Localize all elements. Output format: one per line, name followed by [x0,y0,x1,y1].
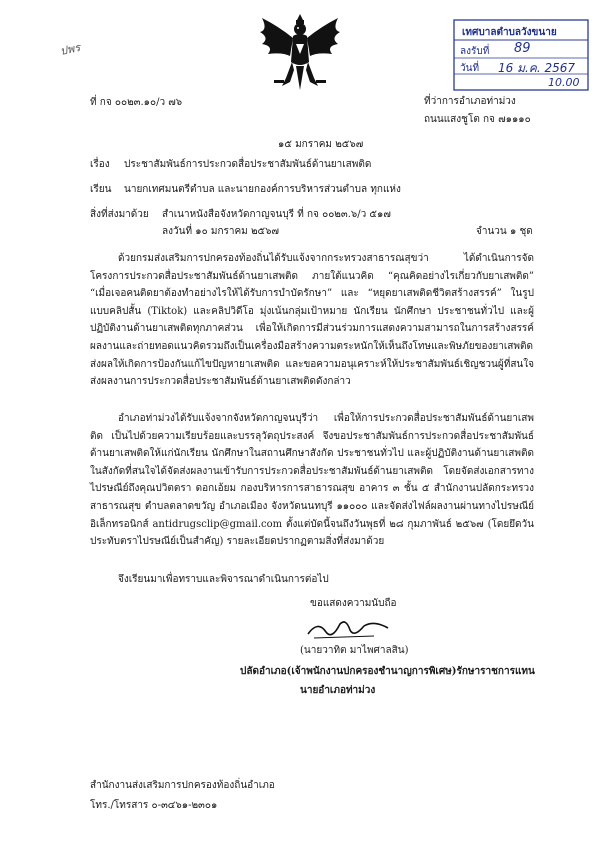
stamp-date-value: 16 ม.ค. 2567 [498,61,576,75]
office-address-line1: ที่ว่าการอำเภอท่าม่วง [424,96,516,107]
received-stamp [452,18,590,92]
closing-regards: ขอแสดงความนับถือ [310,598,397,609]
signer-title-2: นายอำเภอท่าม่วง [300,685,376,696]
enclosure-text: สำเนาหนังสือจังหวัดกาญจนบุรี ที่ กจ ๐๐๒๓.๖/ว ๕๑๗ [162,209,391,220]
stamp-org: เทศบาลตำบลวังขนาย [462,27,557,38]
stamp-no-label: ลงรับที่ [460,46,490,57]
footer-phone: โทร./โทรสาร ๐-๓๔๖๑-๒๓๐๑ [90,800,218,811]
signer-title-1: ปลัดอำเภอ(เจ้าพนักงานปกครองชำนาญการพิเศษ)รักษาราชการแทน [240,666,535,677]
enclosure-label: สิ่งที่ส่งมาด้วย [90,209,149,220]
enclosure-quantity: จำนวน ๑ ชุด [476,226,533,237]
letter-date: ๑๕ มกราคม ๒๕๖๗ [278,139,364,150]
garuda-emblem-icon [252,10,348,92]
doc-number: ที่ กจ ๐๐๒๓.๑๐/ว ๗๖ [90,97,183,108]
body-paragraph-2: อำเภอท่าม่วงได้รับแจ้งจากจังหวัดกาญจนบุรีว่า เพื่อให้การประกวดสื่อประชาสัมพันธ์ด้านยาเสพติด เป็นไปด้วยความเรียบร้อยและบรรลุวัตถุประสงค์ จึงขอประชาสัมพันธ์การประกวดสื่อประชาสัมพันธ์ด้านยาเสพติดให้แก่นักเรียน นักศึกษาในสถานศึกษาสังกัด ประชาชนทั่วไป และผู้ปฏิบัติงานด้านยาเสพติดในสังกัดที่สนใจได้จัดส่งผลงานเข้ารับการประกวดสื่อประชาสัมพันธ์ด้านยาเสพติด โดยจัดส่งเอกสารทางไปรษณีย์ถึงคุณปวิตตรา ดอกเอ้ยม กองบริหารการสาธารณสุข อาคาร ๓ ชั้น ๕ สำนักงานปลัดกระทรวงสาธารณสุข ตำบลตลาดขวัญ อำเภอเมือง จังหวัดนนทบุรี ๑๑๐๐๐ และจัดส่งไฟล์ผลงานผ่านทางไปรษณีย์อิเล็กทรอนิกส์ antidrugsclip@gmail.com ตั้งแต่บัดนี้จนถึงวันพุธที่ ๒๘ กุมภาพันธ์ ๒๕๖๗ (โดยยึดวันประทับตราไปรษณีย์เป็นสำคัญ) รายละเอียดปรากฏตามสิ่งที่ส่งมาด้วย [90,413,534,548]
footer-office: สำนักงานส่งเสริมการปกครองท้องถิ่นอำเภอ [90,780,275,791]
recipient-label: เรียน [90,184,112,195]
stamp-date-label: วันที่ [460,63,480,74]
subject-text: ประชาสัมพันธ์การประกวดสื่อประชาสัมพันธ์ด้านยาเสพติด [124,159,372,170]
stamp-no-value: 89 [514,41,531,56]
office-address-line2: ถนนแสงชูโต กจ ๗๑๑๑๐ [424,114,531,125]
body-paragraph-3: จึงเรียนมาเพื่อทราบและพิจารณาดำเนินการต่อไป [118,574,329,585]
stamp-time-value: 10.00 [548,76,580,89]
recipient-text: นายกเทศมนตรีตำบล และนายกองค์การบริหารส่วนตำบล ทุกแห่ง [124,184,401,195]
signature-icon [304,614,394,644]
handwritten-note: ปพร [58,41,82,58]
signer-name: (นายวาทิต มาไพศาลสิน) [300,645,409,656]
body-paragraph-1: ด้วยกรมส่งเสริมการปกครองท้องถิ่นได้รับแจ้งจากกระทรวงสาธารณสุขว่า ได้ดำเนินการจัดโครงการประกวดสื่อประชาสัมพันธ์ด้านยาเสพติด ภายใต้แนวคิด “คุณคิดอย่างไรเกี่ยวกับยาเสพติด” “เมื่อเจอคนติดยาต้องทำอย่างไรให้ได้รับการบำบัดรักษา” และ “หยุดยาเสพติดชีวิตสร้างสรรค์” ในรูปแบบคลิปสั้น (Tiktok) และคลิปวิดีโอ มุ่งเน้นกลุ่มเป้าหมาย นักเรียน นักศึกษา ประชาชนทั่วไป และผู้ปฏิบัติงานด้านยาเสพติดทุกภาคส่วน เพื่อให้เกิดการมีส่วนร่วมการแสดงความสามารถในการสร้างสรรค์ผลงานและถ่ายทอดแนวคิดรวมถึงเป็นเครื่องมือสร้างความตระหนักให้เห็นถึงโทษและพิษภัยของยาเสพติดส่งผลให้เกิดการป้องกันแก้ไขปัญหายาเสพติด และขอความอนุเคราะห์ให้ประชาสัมพันธ์เชิญชวนผู้ที่สนใจส่งผลงานการประกวดสื่อประชาสัมพันธ์ด้านยาเสพติดดังกล่าว [90,253,534,388]
subject-label: เรื่อง [90,159,110,170]
enclosure-date: ลงวันที่ ๑๐ มกราคม ๒๕๖๗ [162,226,279,237]
